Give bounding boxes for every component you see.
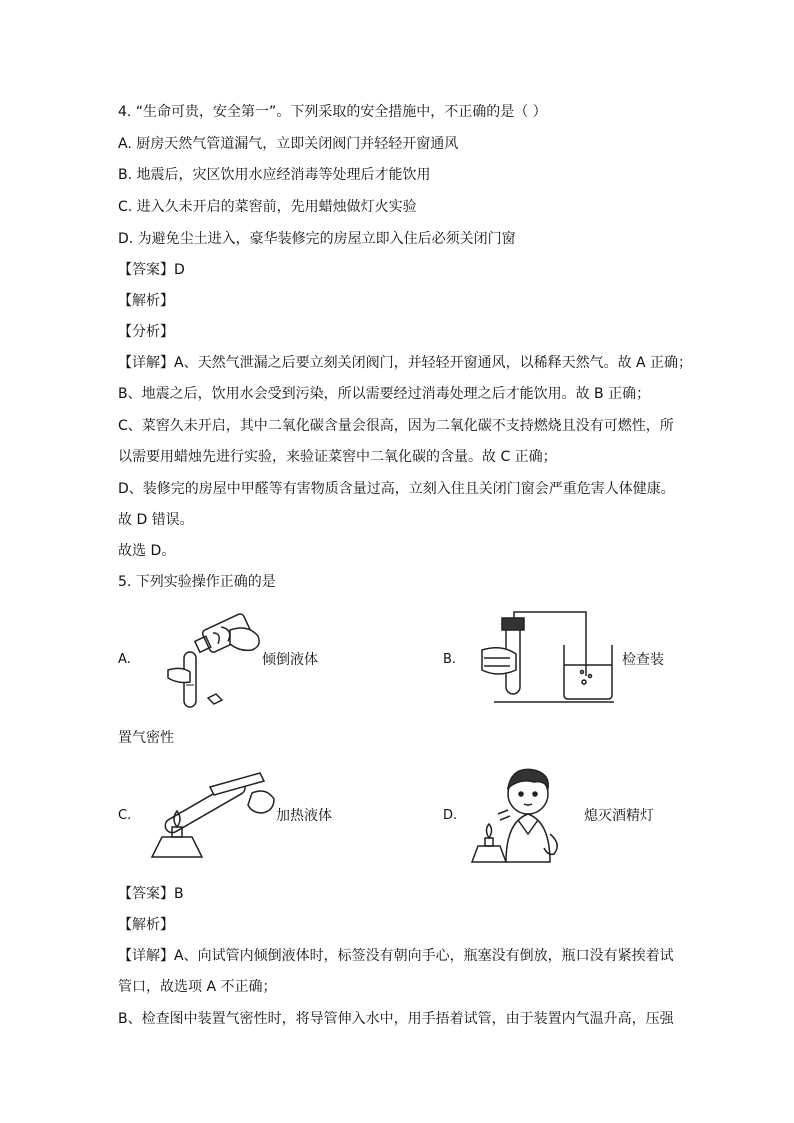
q5-stem: 5. 下列实验操作正确的是: [118, 574, 276, 590]
pouring-liquid-figure: [160, 610, 270, 715]
q5-option-c-letter: C.: [118, 808, 132, 823]
q5-detail-text: A、向试管内倾倒液体时，标签没有朝向手心，瓶塞没有倒放，瓶口没有紧挨着试: [174, 948, 674, 964]
q5-option-b-caption-cont: 置气密性: [118, 730, 174, 746]
q4-option-a: A. 厨房天然气管道漏气，立即关闭阀门并轻轻开窗通风: [118, 136, 459, 152]
answer-tag: 【答案】: [118, 262, 174, 278]
q5-option-b-caption: 检查装: [622, 652, 664, 668]
q5-option-a-caption: 倾倒液体: [262, 652, 318, 668]
q4-detail-line-1: [118, 353, 692, 373]
q4-detail-line-7: 故选 D。: [118, 543, 176, 559]
q4-analysis-tag: 【解析】: [118, 293, 174, 309]
q4-answer: D: [174, 262, 185, 278]
q4-option-d: D. 为避免尘土进入，豪华装修完的房屋立即入住后必须关闭门窗: [118, 231, 516, 247]
q5-answer-line: [118, 884, 184, 904]
q5-answer: B: [174, 886, 184, 902]
q4-answer-line: [118, 260, 185, 280]
q5-option-d-caption: 熄灭酒精灯: [584, 808, 654, 824]
q5-detail-line-3: B、检查图中装置气密性时，将导管伸入水中，用手捂着试管，由于装置内气温升高，压强: [118, 1011, 674, 1027]
q4-option-c: C. 进入久未开启的菜窖前，先用蜡烛做灯火实验: [118, 199, 417, 215]
q5-detail-line-1: [118, 946, 674, 966]
heating-liquid-figure: [140, 765, 280, 865]
airtightness-check-figure: [474, 610, 619, 705]
q5-option-b-letter: B.: [443, 652, 457, 667]
q4-analyze-tag: 【分析】: [118, 324, 174, 340]
q4-option-b: B. 地震后，灾区饮用水应经消毒等处理后才能饮用: [118, 167, 431, 183]
answer-tag: 【答案】: [118, 886, 174, 902]
q4-detail-line-5: D、装修完的房屋中甲醛等有害物质含量过高，立刻入住且关闭门窗会严重危害人体健康。: [118, 481, 675, 497]
q4-detail-text: A、天然气泄漏之后要立刻关闭阀门，并轻轻开窗通风，以稀释天然气。故 A 正确；: [174, 355, 693, 371]
q4-detail-line-2: B、地震之后，饮用水会受到污染，所以需要经过消毒处理之后才能饮用。故 B 正确；: [118, 386, 651, 402]
q4-detail-line-3: C、菜窖久未开启，其中二氧化碳含量会很高，因为二氧化碳不支持燃烧且没有可燃性，所: [118, 418, 674, 434]
extinguish-lamp-figure: [468, 762, 578, 870]
detail-tag: 【详解】: [118, 948, 174, 964]
q5-detail-line-2: 管口，故选项 A 不正确；: [118, 979, 277, 995]
q4-detail-line-4: 以需要用蜡烛先进行实验，来验证菜窖中二氧化碳的含量。故 C 正确；: [118, 449, 557, 465]
q5-analysis-tag: 【解析】: [118, 917, 174, 933]
q5-option-c-caption: 加热液体: [276, 808, 332, 824]
q4-stem: 4. “生命可贵，安全第一”。下列采取的安全措施中，不正确的是（ ）: [118, 104, 547, 120]
q4-detail-line-6: 故 D 错误。: [118, 512, 194, 528]
q5-option-a-letter: A.: [118, 652, 131, 667]
detail-tag: 【详解】: [118, 355, 174, 371]
q5-option-d-letter: D.: [443, 808, 458, 823]
